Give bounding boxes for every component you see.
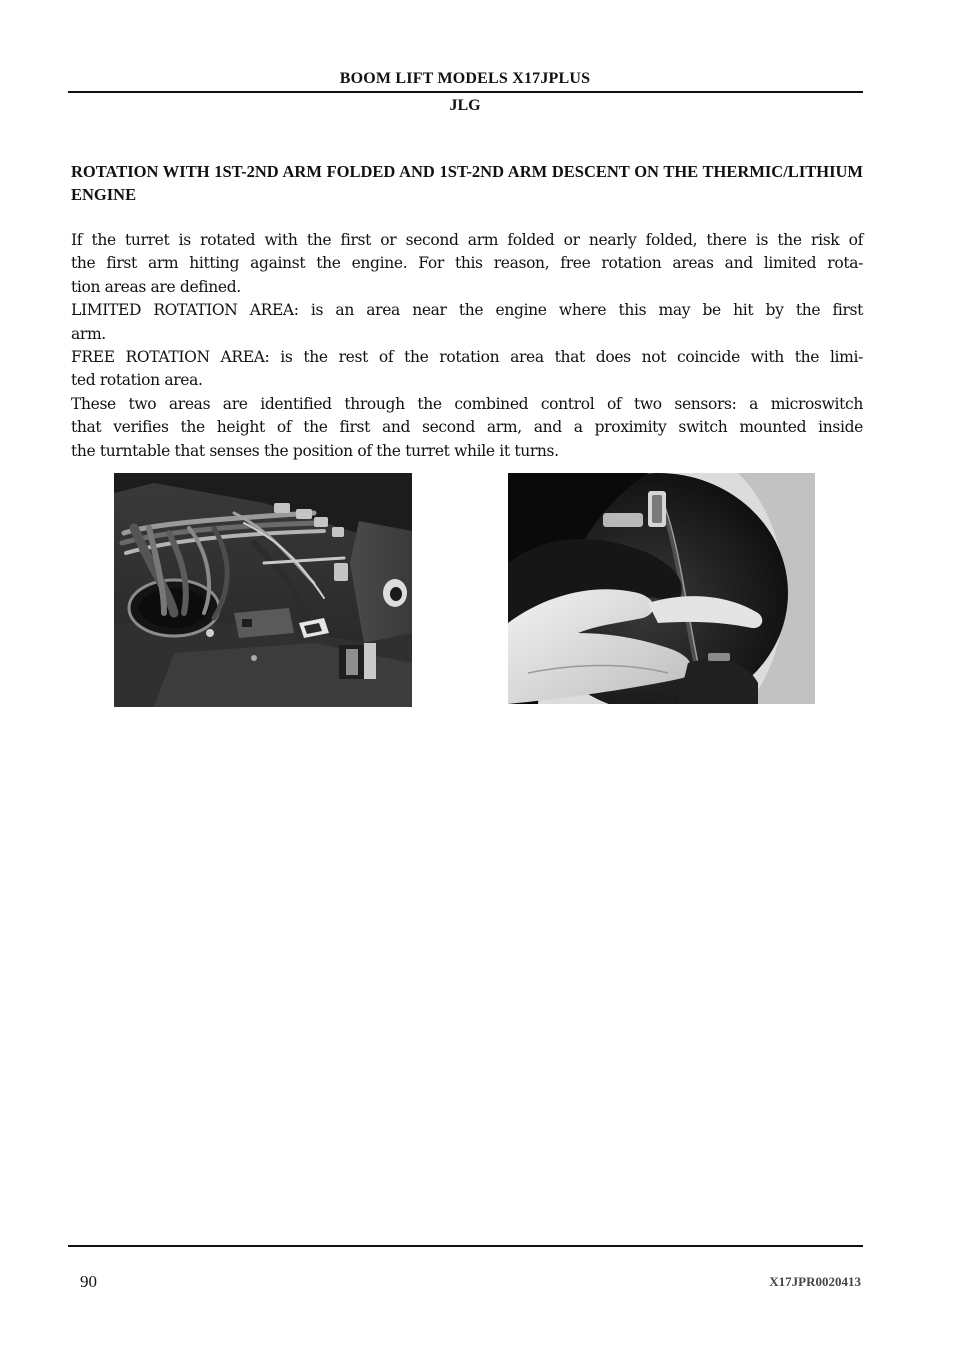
body-text [71, 229, 863, 463]
section-title: ROTATION WITH 1ST-2ND ARM FOLDED AND 1ST-2ND ARM DESCENT ON THE THERMIC/LITHIUM ENGINE [71, 162, 863, 204]
body-line: tion areas are defined. [71, 277, 241, 296]
header-rule [68, 91, 863, 93]
body-line: FREE ROTATION AREA: is the rest of the rotation area that does not coincide with the limi- [71, 348, 863, 367]
body-line: that verifies the height of the first and second arm, and a proximity switch mounted inside [71, 418, 863, 437]
body-line: the first arm hitting against the engine. For this reason, free rotation areas and limited rota- [71, 254, 863, 273]
body-line: the turntable that senses the position of the turret while it turns. [71, 441, 559, 460]
body-line: ted rotation area. [71, 371, 203, 390]
proximity-switch-illustration [508, 473, 815, 704]
body-line: If the turret is rotated with the first or second arm folded or nearly folded, there is the risk of [71, 231, 863, 249]
turntable-hoses-photo [114, 473, 412, 707]
footer-rule [68, 1245, 863, 1247]
document-code: X17JPR0020413 [769, 1274, 861, 1289]
header-brand: JLG [449, 97, 481, 114]
turntable-hoses-illustration [114, 473, 412, 707]
proximity-switch-photo [508, 473, 815, 704]
body-line: arm. [71, 324, 106, 343]
body-line: LIMITED ROTATION AREA: is an area near the engine where this may be hit by the first [71, 301, 863, 320]
page-number: 90 [80, 1272, 97, 1291]
header-title: BOOM LIFT MODELS X17JPLUS [339, 70, 591, 87]
body-line: These two areas are identified through the combined control of two sensors: a microswitch [71, 394, 863, 413]
